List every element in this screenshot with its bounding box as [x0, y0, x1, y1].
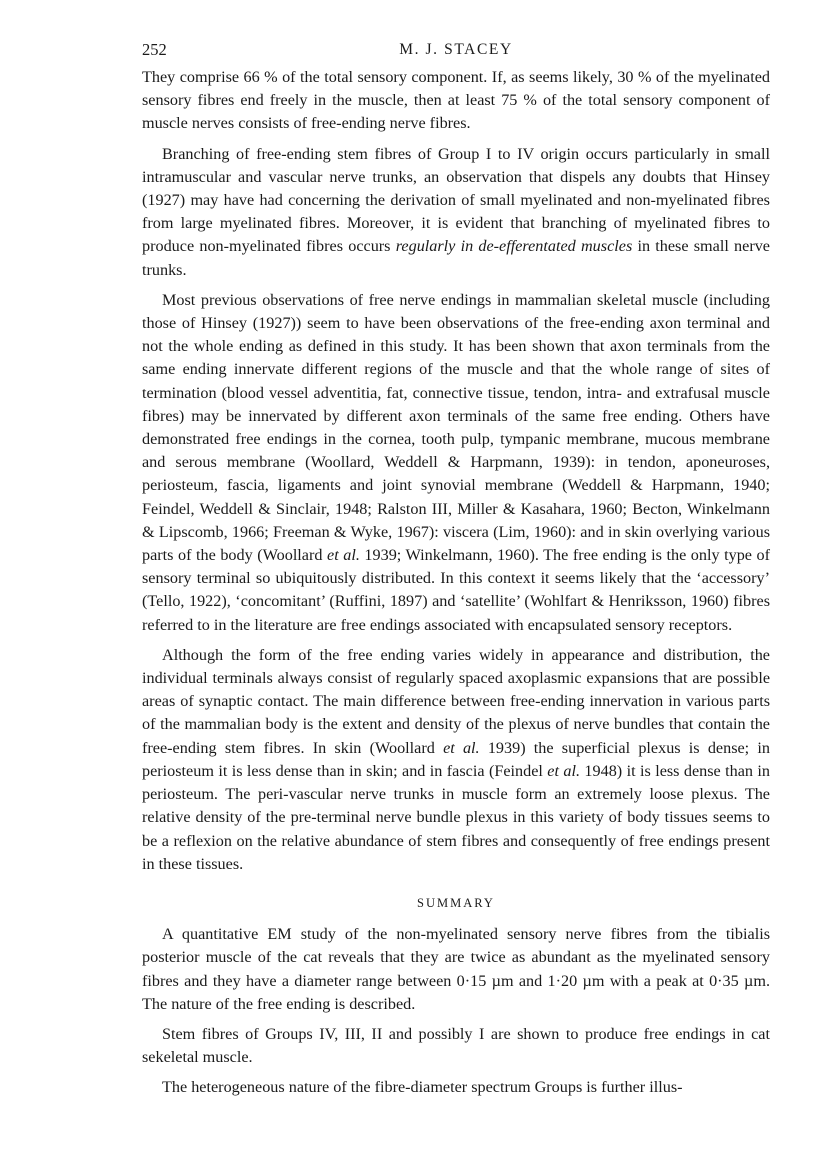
section-heading: SUMMARY [417, 895, 495, 910]
body-paragraph: Although the form of the free ending varies widely in appearance and distribution, the individual terminals always consist of regularly spaced axoplasmic expansions that are possible areas of synaptic contact. The main difference between free-ending innervation in various parts of the mammalian body is the extent and density of the plexus of nerve bundles that contain the free-ending stem fibres. In skin (Woollard et al. 1939) the superficial plexus is dense; in periosteum it is less dense than in skin; and in fascia (Feindel et al. 1948) it is less dense than in periosteum. The peri-vascular nerve trunks in muscle form an extremely loose plexus. The relative density of the pre-terminal nerve bundle plexus in this variety of body tissues seems to be a reflexion on the relative abundance of stem fibres and consequently of free endings present in these tissues. [142, 645, 771, 873]
body-paragraph: Branching of free-ending stem fibres of Group I to IV origin occurs particularly in small intramuscular and vascular nerve trunks, an observation that dispels any doubts that Hinsey (1927) may have had concerning the derivation of small myelinated and non-myelinated fibres from large myelinated fibres. Moreover, it is evident that branching of myelinated fibres to produce non-myelinated fibres occurs regularly in de-efferentated muscles in these small nerve trunks. [142, 144, 770, 279]
page-number: 252 [142, 40, 167, 59]
summary-paragraph: A quantitative EM study of the non-myelinated sensory nerve fibres from the tibialis posterior muscle of the cat reveals that they are twice as abundant as the myelinated sensory fibres and they have a diameter range between 0·15 µm and 1·20 µm with a peak at 0·35 µm. The nature of the free ending is described. [142, 925, 770, 1013]
running-head: M. J. STACEY [399, 41, 513, 58]
document-page [142, 38, 770, 1107]
body-paragraph: They comprise 66 % of the total sensory component. If, as seems likely, 30 % of the myelinated sensory fibres end freely in the muscle, then at least 75 % of the total sensory component of muscle nerves consists of free-ending nerve fibres. [142, 68, 770, 133]
summary-paragraph: Stem fibres of Groups IV, III, II and possibly I are shown to produce free endings in cat sekeletal muscle. [142, 1024, 770, 1067]
body-paragraph: Most previous observations of free nerve endings in mammalian skeletal muscle (including those of Hinsey (1927)) seem to have been observations of the free-ending axon terminal and not the whole ending as defined in this study. It has been shown that axon terminals from the same ending innervate different regions of the muscle and that the whole range of sites of termination (blood vessel adventitia, fat, connective tissue, tendon, intra- and extrafusal muscle fibres) may be innervated by different axon terminals of the same free ending. Others have demonstrated free endings in the cornea, tooth pulp, tympanic membrane, mucous membrane and serous membrane (Woollard, Weddell & Harpmann, 1939): in tendon, aponeuroses, periosteum, fascia, ligaments and joint synovial membrane (Weddell & Harpmann, 1940; Feindel, Weddell & Sinclair, 1948; Ralston III, Miller & Kasahara, 1960; Becton, Winkelmann & Lipscomb, 1966; Freeman & Wyke, 1967): viscera (Lim, 1960): and in skin overlying various parts of the body (Woollard et al. 1939; Winkelmann, 1960). The free ending is the only type of sensory terminal so ubiquitously distributed. In this context it seems likely that the ‘accessory’ (Tello, 1922), ‘concomitant’ (Ruffini, 1897) and ‘satellite’ (Wohlfart & Henriksson, 1960) fibres referred to in the literature are free endings associated with encapsulated sensory receptors. [142, 290, 771, 634]
summary-paragraph: The heterogeneous nature of the fibre-diameter spectrum Groups is further illus- [162, 1078, 683, 1097]
page-header [142, 38, 770, 66]
